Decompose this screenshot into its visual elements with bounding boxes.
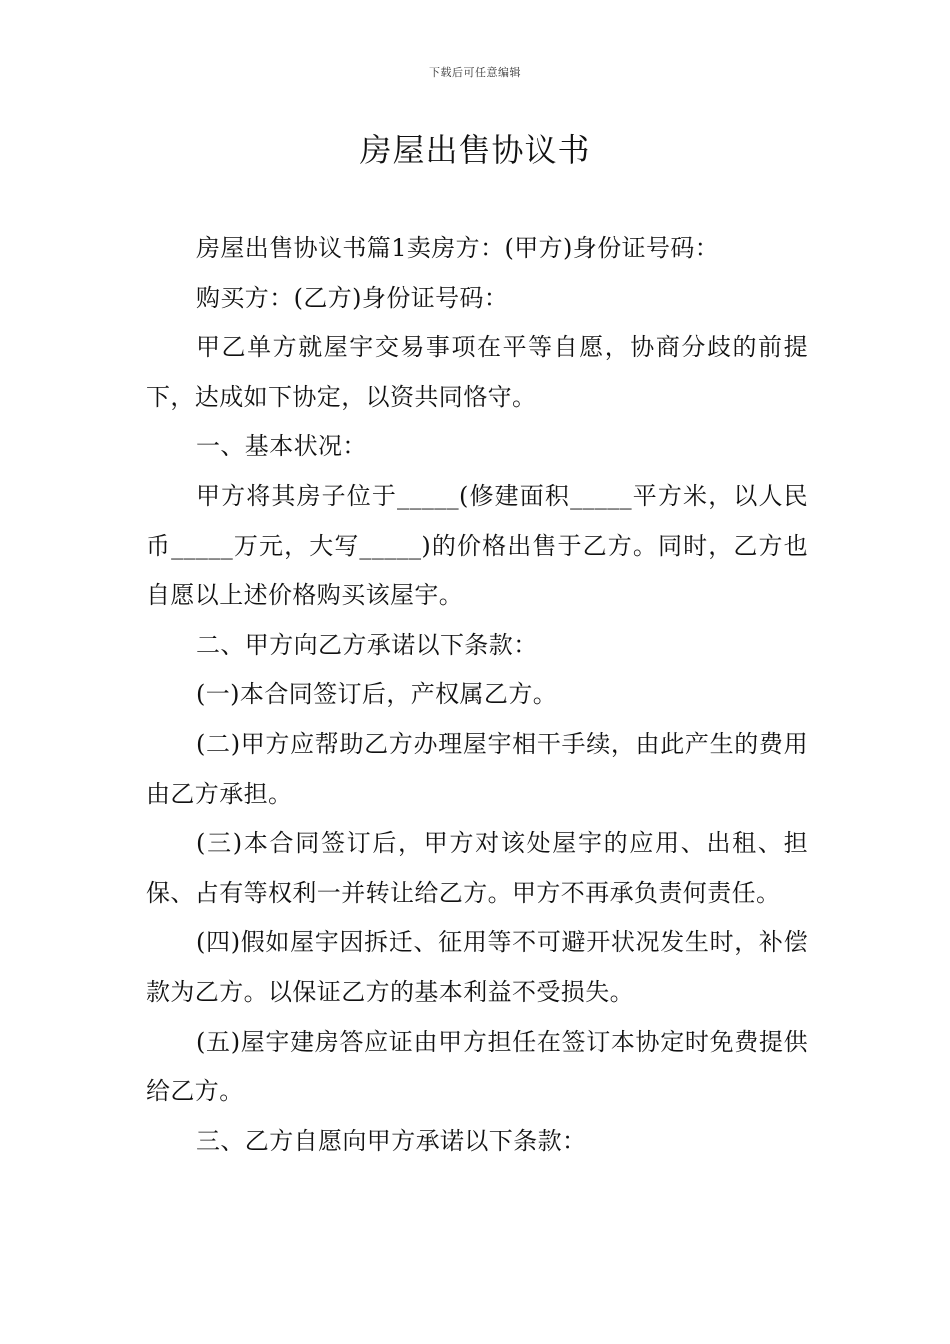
clause-3: (三)本合同签订后，甲方对该处屋宇的应用、出租、担保、占有等权利一并转让给乙方。甲方不再承负责何责任。 xyxy=(146,829,808,907)
clause-5: (五)屋宇建房答应证由甲方担任在签订本协定时免费提供给乙方。 xyxy=(146,1027,808,1106)
section-heading-seller-promises: 二、甲方向乙方承诺以下条款： xyxy=(196,630,538,659)
paragraph-buyer: 购买方：(乙方)身份证号码： xyxy=(196,283,509,312)
paragraph-property-details: 甲方将其房子位于_____(修建面积_____平方米，以人民币_____万元，大写_____)的价格出售于乙方。同时，乙方也自愿以上述价格购买该屋宇。 xyxy=(146,481,808,610)
document-body xyxy=(146,224,808,1166)
clause-4: (四)假如屋宇因拆迁、征用等不可避开状况发生时，补偿款为乙方。以保证乙方的基本利益不受损失。 xyxy=(146,928,808,1006)
download-note: 下载后可任意编辑 xyxy=(429,66,521,79)
section-heading-buyer-promises: 三、乙方自愿向甲方承诺以下条款： xyxy=(196,1126,587,1155)
paragraph-preamble: 甲乙单方就屋宇交易事项在平等自愿，协商分歧的前提下，达成如下协定，以资共同恪守。 xyxy=(146,333,808,411)
clause-1: (一)本合同签订后，产权属乙方。 xyxy=(196,680,558,709)
document-title: 房屋出售协议书 xyxy=(359,131,591,169)
section-heading-basic: 一、基本状况： xyxy=(196,432,367,461)
clause-2: (二)甲方应帮助乙方办理屋宇相干手续，由此产生的费用由乙方承担。 xyxy=(146,729,808,808)
paragraph-intro-seller: 房屋出售协议书篇1卖房方：(甲方)身份证号码： xyxy=(196,234,720,262)
